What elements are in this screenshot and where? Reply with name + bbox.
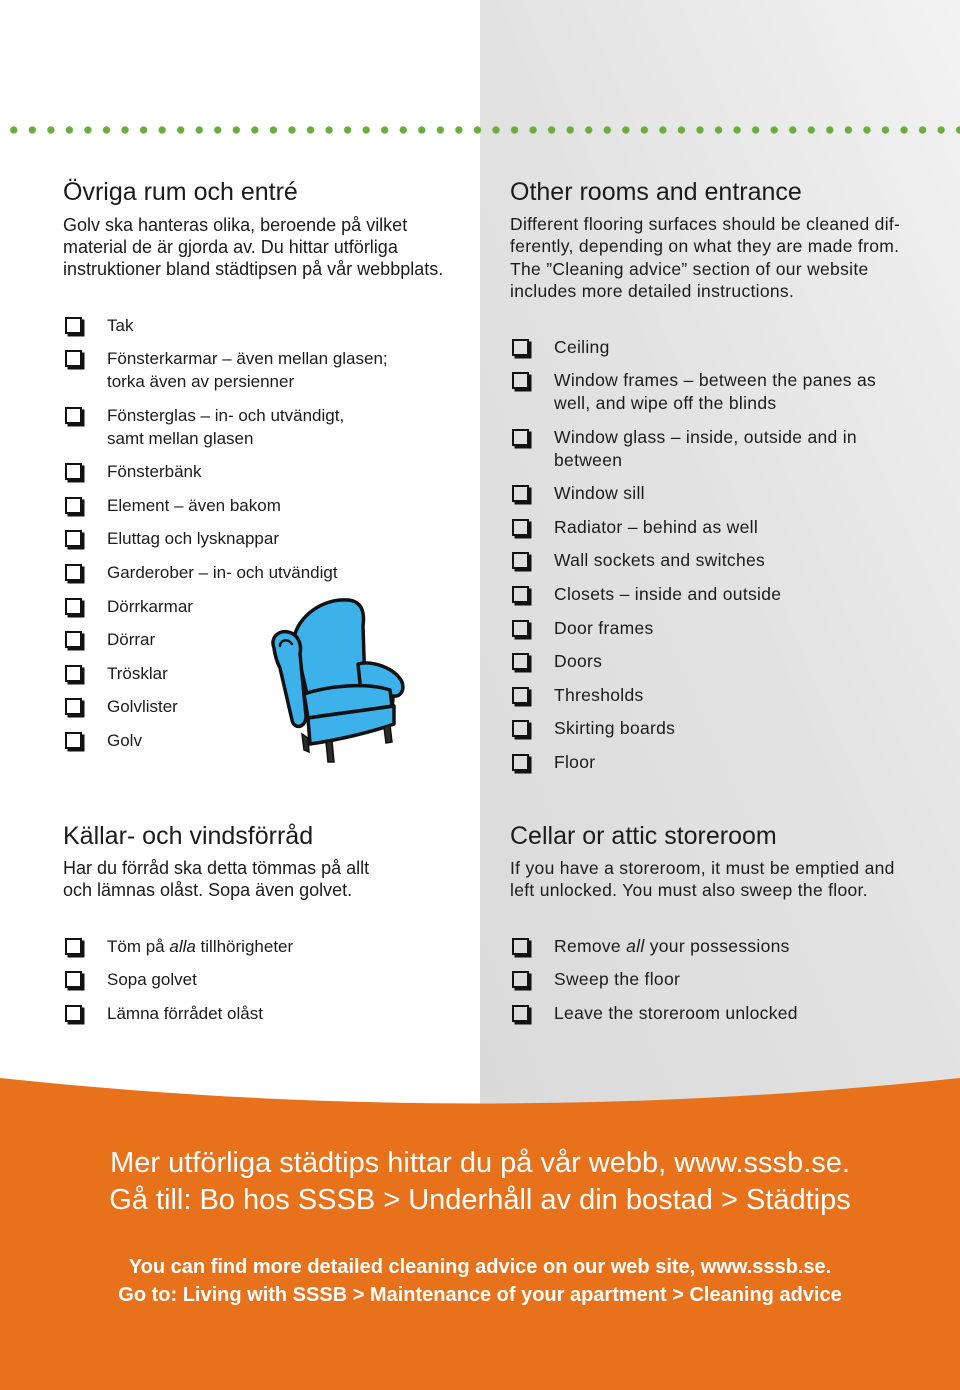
checklist-item-tak — [63, 314, 388, 337]
checklist-item-label — [107, 935, 293, 958]
checkbox-icon — [65, 317, 82, 334]
checklist-item-fonsterglas — [63, 404, 388, 450]
checkbox-icon — [65, 1005, 82, 1022]
checklist-item-garderober — [63, 561, 388, 584]
sv-storage-intro-line-1: Har du förråd ska detta tömmas på allt — [63, 858, 370, 878]
sv-rooms-intro-line-2: material de är gjorda av. Du hittar utförliga — [63, 237, 398, 257]
checklist-item-label: Dörrkarmar — [107, 596, 193, 616]
checklist-item-label: Skirting boards — [554, 718, 676, 739]
sv-storage-intro-line-2: och lämnas olåst. Sopa även golvet. — [63, 880, 353, 900]
sv-storage-heading: Källar- och vindsförråd — [63, 822, 314, 850]
label-emphasis: alla — [169, 936, 196, 956]
checklist-item-label: Fönsterbänk — [107, 462, 202, 482]
en-rooms-heading: Other rooms and entrance — [510, 178, 802, 206]
label-emphasis: all — [626, 935, 645, 956]
checklist-item-label: Closets – inside and outside — [554, 584, 782, 605]
checklist-item-label-cont: between — [554, 449, 623, 470]
checklist-item-label: Sweep the floor — [554, 969, 681, 990]
label-text: Remove — [554, 935, 627, 956]
checklist-item-thresholds — [510, 684, 876, 707]
checklist-item-door-frames — [510, 617, 876, 640]
checklist-item-label-cont: torka även av persienner — [107, 372, 295, 392]
en-rooms-intro-line-3: The ”Cleaning advice” section of our website — [510, 258, 869, 279]
chair-left-arm — [273, 632, 306, 727]
checklist-item-label: Door frames — [554, 617, 654, 638]
checklist-item-eluttag — [63, 527, 388, 550]
checklist-item-label — [554, 935, 798, 958]
checklist-item-label: Floor — [554, 752, 596, 773]
checkbox-icon — [512, 339, 529, 356]
checkbox-icon — [65, 631, 82, 648]
en-rooms-intro — [510, 213, 900, 302]
checklist-item-label: Trösklar — [107, 663, 168, 683]
checklist-item-label: Window sill — [554, 483, 645, 504]
sv-rooms-heading: Övriga rum och entré — [63, 178, 298, 206]
checklist-item-label: Element – även bakom — [107, 495, 281, 515]
checklist-item-tom-pa-alla — [63, 935, 293, 958]
checklist-item-label: Radiator – behind as well — [554, 516, 759, 537]
checklist-item-fonsterkarmar — [63, 347, 388, 393]
checklist-item-remove-all — [510, 935, 798, 958]
en-rooms-intro-line-2: ferently, depending on what they are made from. — [510, 236, 900, 257]
checklist-item-label: Window glass – inside, outside and in — [554, 426, 857, 447]
checkbox-icon — [512, 372, 529, 389]
sv-storage-intro — [63, 857, 369, 901]
footer-swedish-line-2: Gå till: Bo hos SSSB > Underhåll av din bostad > Städtips — [109, 1184, 851, 1216]
label-text-after: tillhörigheter — [195, 936, 294, 956]
en-storage-intro-line-2: left unlocked. You must also sweep the floor. — [510, 880, 868, 901]
checkbox-icon — [65, 530, 82, 547]
checkbox-icon — [512, 720, 529, 737]
checklist-item-label: Sopa golvet — [107, 970, 197, 990]
checkbox-icon — [65, 463, 82, 480]
chair-back — [294, 600, 365, 698]
checklist-item-element — [63, 494, 388, 517]
sv-rooms-intro — [63, 214, 443, 280]
checklist-item-ceiling — [510, 336, 876, 359]
checkbox-icon — [65, 564, 82, 581]
checkbox-icon — [65, 665, 82, 682]
checklist-item-lamna-olast — [63, 1002, 293, 1025]
checkbox-icon — [65, 598, 82, 615]
checkbox-icon — [512, 586, 529, 603]
checklist-item-sopa-golvet — [63, 968, 293, 991]
footer-orange-band — [0, 1060, 960, 1390]
checklist-item-label: Doors — [554, 651, 603, 672]
armchair-illustration — [268, 596, 408, 766]
checklist-item-fonsterbank — [63, 460, 388, 483]
checklist-item-label: Eluttag och lysknappar — [107, 529, 279, 549]
sv-rooms-intro-line-3: instruktioner bland städtipsen på vår webbplats. — [63, 259, 444, 279]
checklist-item-radiator — [510, 516, 876, 539]
checklist-item-window-frames — [510, 369, 876, 415]
sv-storage-checklist — [63, 935, 293, 1036]
label-text: Töm på — [107, 936, 170, 956]
checkbox-icon — [512, 519, 529, 536]
checkbox-icon — [512, 552, 529, 569]
checklist-item-sweep-floor — [510, 968, 798, 991]
checklist-item-label-cont: samt mellan glasen — [107, 428, 254, 448]
en-storage-checklist — [510, 935, 798, 1036]
en-storage-intro-line-1: If you have a storeroom, it must be emptied and — [510, 858, 895, 878]
footer-english-line-2: Go to: Living with SSSB > Maintenance of your apartment > Cleaning advice — [118, 1284, 842, 1306]
en-storage-intro — [510, 857, 895, 902]
en-rooms-intro-line-4: includes more detailed instructions. — [510, 280, 795, 301]
checklist-item-window-glass — [510, 426, 876, 472]
checkbox-icon — [512, 971, 529, 988]
checkbox-icon — [512, 938, 529, 955]
checkbox-icon — [65, 350, 82, 367]
footer-swedish-line-1: Mer utförliga städtips hittar du på vår webb, www.sssb.se. — [110, 1147, 850, 1179]
checklist-item-label: Ceiling — [554, 336, 610, 357]
en-rooms-checklist — [510, 336, 876, 785]
checklist-item-label: Leave the storeroom unlocked — [554, 1002, 798, 1023]
checklist-item-closets — [510, 583, 876, 606]
checklist-item-label: Garderober – in- och utvändigt — [107, 563, 338, 583]
checklist-item-label: Golvlister — [107, 697, 178, 717]
checklist-item-label: Golv — [107, 731, 142, 751]
checklist-item-label: Fönsterglas – in- och utvändigt, — [107, 405, 345, 425]
en-storage-heading: Cellar or attic storeroom — [510, 822, 777, 850]
checkbox-icon — [65, 698, 82, 715]
checkbox-icon — [65, 971, 82, 988]
checklist-item-label: Dörrar — [107, 630, 156, 650]
checkbox-icon — [65, 938, 82, 955]
label-text-after: your possessions — [644, 935, 790, 956]
checkbox-icon — [65, 407, 82, 424]
checkbox-icon — [512, 620, 529, 637]
checklist-item-label: Thresholds — [554, 684, 644, 705]
en-rooms-intro-line-1: Different flooring surfaces should be cleaned dif- — [510, 214, 901, 234]
checklist-item-doors — [510, 650, 876, 673]
chair-leg-front-left — [326, 741, 334, 762]
checklist-item-skirting-boards — [510, 717, 876, 740]
checklist-item-label: Tak — [107, 315, 134, 335]
checklist-item-label: Wall sockets and switches — [554, 550, 766, 571]
green-dotted-divider — [0, 125, 960, 135]
chair-leg-front-right — [384, 725, 392, 743]
footer-english-line-1: You can find more detailed cleaning advice on our web site, www.sssb.se. — [128, 1256, 832, 1278]
checklist-item-wall-sockets — [510, 549, 876, 572]
checkbox-icon — [512, 687, 529, 704]
checklist-item-label: Fönsterkarmar – även mellan glasen; — [107, 349, 388, 369]
sv-rooms-intro-line-1: Golv ska hanteras olika, beroende på vilket — [63, 215, 408, 235]
checkbox-icon — [512, 485, 529, 502]
checklist-item-label: Window frames – between the panes as — [554, 370, 877, 391]
checkbox-icon — [512, 429, 529, 446]
checkbox-icon — [512, 754, 529, 771]
checklist-item-leave-unlocked — [510, 1002, 798, 1025]
checklist-item-label: Lämna förrådet olåst — [107, 1003, 263, 1023]
checkbox-icon — [512, 1005, 529, 1022]
checkbox-icon — [65, 497, 82, 514]
footer-curve-shape — [0, 1078, 960, 1390]
checkbox-icon — [65, 732, 82, 749]
checklist-item-floor — [510, 751, 876, 774]
checkbox-icon — [512, 653, 529, 670]
checklist-item-window-sill — [510, 482, 876, 505]
checklist-item-label-cont: well, and wipe off the blinds — [554, 393, 777, 414]
